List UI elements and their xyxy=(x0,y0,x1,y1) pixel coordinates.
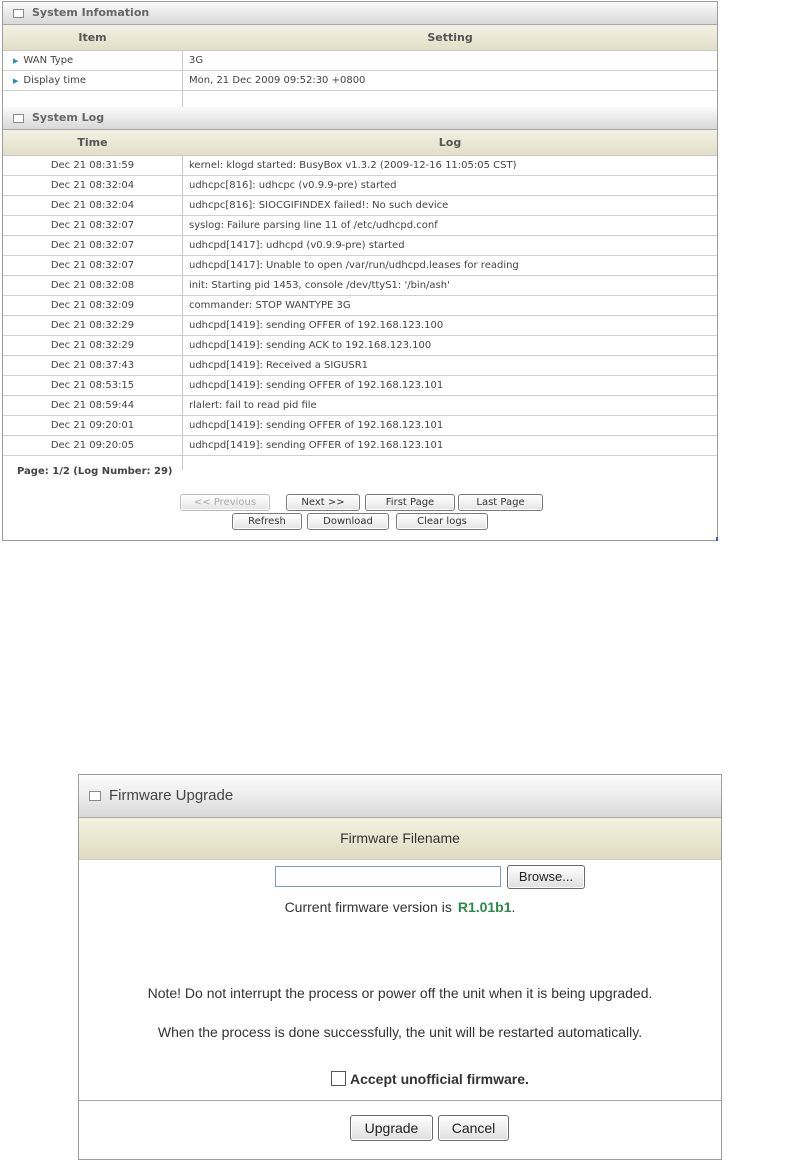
previous-page-button[interactable]: << Previous xyxy=(180,494,270,511)
log-row xyxy=(3,296,717,316)
log-time: Dec 21 08:32:29 xyxy=(50,320,135,331)
firmware-filename-header: Firmware Filename xyxy=(79,818,721,860)
log-row xyxy=(3,416,717,436)
log-row xyxy=(3,276,717,296)
system-info-header xyxy=(3,2,717,25)
log-row xyxy=(3,376,717,396)
footer-divider xyxy=(79,1100,721,1101)
section-collapse-icon xyxy=(13,114,24,123)
log-message: init: Starting pid 1453, console /dev/ttyS1: '/bin/ash' xyxy=(189,280,450,291)
log-message: rlalert: fail to read pid file xyxy=(189,400,317,411)
setting-column-label: Setting xyxy=(427,31,473,44)
bullet-triangle-icon: ▶ xyxy=(13,57,19,65)
log-time: Dec 21 08:32:07 xyxy=(50,240,135,251)
upgrade-button[interactable]: Upgrade xyxy=(350,1115,433,1141)
log-time: Dec 21 08:37:43 xyxy=(50,360,135,371)
log-time: Dec 21 08:32:08 xyxy=(50,280,135,291)
log-time: Dec 21 08:32:09 xyxy=(50,300,135,311)
log-row xyxy=(3,196,717,216)
browse-button[interactable]: Browse... xyxy=(507,865,585,889)
log-time: Dec 21 08:32:04 xyxy=(50,180,135,191)
log-time: Dec 21 08:32:07 xyxy=(50,220,135,231)
log-time: Dec 21 08:31:59 xyxy=(50,160,135,171)
section-collapse-icon xyxy=(89,791,101,801)
last-page-button[interactable]: Last Page xyxy=(458,494,543,511)
log-message: udhcpd[1419]: sending OFFER of 192.168.123.101 xyxy=(189,380,444,391)
log-time: Dec 21 09:20:05 xyxy=(50,440,135,451)
log-message: udhcpd[1417]: Unable to open /var/run/udhcpd.leases for reading xyxy=(189,260,519,271)
log-message: udhcpd[1419]: Received a SIGUSR1 xyxy=(189,360,369,371)
system-status-panel xyxy=(2,1,718,541)
log-row xyxy=(3,356,717,376)
system-log-header xyxy=(3,107,717,130)
log-column-header xyxy=(3,130,717,156)
log-message: udhcpd[1417]: udhcpd (v0.9.9-pre) started xyxy=(189,240,405,251)
log-message: kernel: klogd started: BusyBox v1.3.2 (2009-12-16 11:05:05 CST) xyxy=(189,160,517,171)
log-row xyxy=(3,336,717,356)
firmware-file-input[interactable] xyxy=(275,866,501,887)
info-item-label: Display time xyxy=(23,75,87,86)
log-column-label: Log xyxy=(438,136,462,149)
firmware-upgrade-panel xyxy=(78,774,722,1160)
log-row xyxy=(3,216,717,236)
current-version-suffix: . xyxy=(511,899,516,915)
log-row xyxy=(3,236,717,256)
log-message: udhcpc[816]: SIOCGIFINDEX failed!: No such device xyxy=(189,200,449,211)
info-row xyxy=(3,51,717,71)
corner-marker xyxy=(716,537,718,541)
page-info: Page: 1/2 (Log Number: 29) xyxy=(17,466,173,477)
time-column-label: Time xyxy=(77,136,108,149)
first-page-button[interactable]: First Page xyxy=(365,494,455,511)
system-info-column-header xyxy=(3,25,717,51)
info-setting-value: 3G xyxy=(189,55,204,66)
log-message: udhcpd[1419]: sending ACK to 192.168.123.100 xyxy=(189,340,432,351)
firmware-title: Firmware Upgrade xyxy=(109,787,234,804)
log-time: Dec 21 09:20:01 xyxy=(50,420,135,431)
bullet-triangle-icon: ▶ xyxy=(13,77,19,85)
upgrade-note: Note! Do not interrupt the process or power off the unit when it is being upgraded. xyxy=(147,985,653,1001)
log-message: udhcpc[816]: udhcpc (v0.9.9-pre) started xyxy=(189,180,397,191)
accept-unofficial-label[interactable]: Accept unofficial firmware. xyxy=(350,1071,529,1087)
firmware-title-bar xyxy=(79,775,721,818)
system-info-title: System Infomation xyxy=(32,6,150,19)
section-collapse-icon xyxy=(13,9,24,18)
refresh-button[interactable]: Refresh xyxy=(232,513,302,530)
restart-note: When the process is done successfully, the unit will be restarted automatically. xyxy=(157,1024,643,1040)
download-button[interactable]: Download xyxy=(307,513,389,530)
info-row xyxy=(3,71,717,91)
log-message: commander: STOP WANTYPE 3G xyxy=(189,300,351,311)
cancel-button[interactable]: Cancel xyxy=(438,1115,509,1141)
info-item-label: WAN Type xyxy=(23,55,74,66)
system-log-title: System Log xyxy=(32,111,105,124)
next-page-button[interactable]: Next >> xyxy=(286,494,360,511)
current-version-prefix: Current firmware version is xyxy=(284,899,452,915)
log-time: Dec 21 08:59:44 xyxy=(50,400,135,411)
clear-logs-button[interactable]: Clear logs xyxy=(396,513,488,530)
log-time: Dec 21 08:32:04 xyxy=(50,200,135,211)
log-row xyxy=(3,316,717,336)
log-message: udhcpd[1419]: sending OFFER of 192.168.123.100 xyxy=(189,320,444,331)
log-time: Dec 21 08:53:15 xyxy=(50,380,135,391)
log-time: Dec 21 08:32:29 xyxy=(50,340,135,351)
log-message: udhcpd[1419]: sending OFFER of 192.168.123.101 xyxy=(189,440,444,451)
current-version-line xyxy=(79,898,721,916)
log-message: syslog: Failure parsing line 11 of /etc/udhcpd.conf xyxy=(189,220,438,231)
log-row xyxy=(3,156,717,176)
info-setting-value: Mon, 21 Dec 2009 09:52:30 +0800 xyxy=(189,75,366,86)
log-row xyxy=(3,396,717,416)
log-time: Dec 21 08:32:07 xyxy=(50,260,135,271)
item-column-label: Item xyxy=(78,31,107,44)
current-version-value: R1.01b1 xyxy=(457,899,512,915)
log-row xyxy=(3,436,717,456)
log-message: udhcpd[1419]: sending OFFER of 192.168.123.101 xyxy=(189,420,444,431)
log-row xyxy=(3,256,717,276)
accept-unofficial-checkbox[interactable] xyxy=(331,1071,346,1086)
log-row xyxy=(3,176,717,196)
